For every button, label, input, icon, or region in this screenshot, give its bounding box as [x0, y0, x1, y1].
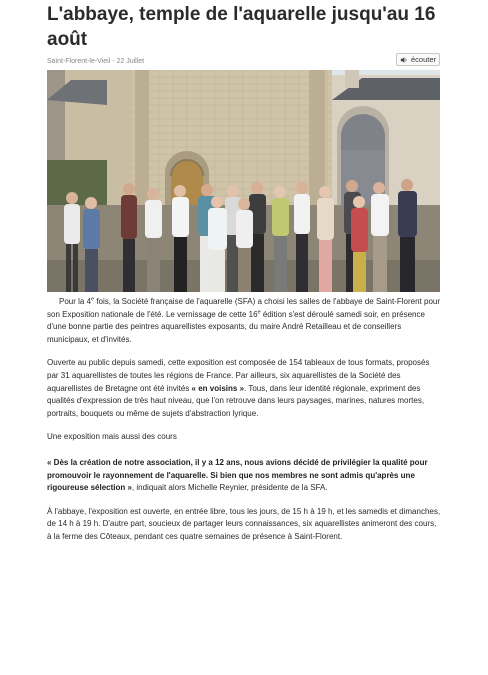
listen-label: écouter [411, 55, 437, 64]
paragraph-3 [47, 457, 442, 495]
p2-text-a: Ouverte au public depuis samedi, cette exposition est composée de 154 tableaux de tous formats, proposés par 31 aquarellistes de toutes les régions de France. Par ailleurs, six aquarellistes de la Société des aquarellistes de Bretagne ont été invités [47, 358, 430, 393]
article-title: L'abbaye, temple de l'aquarelle jusqu'au 16 août [47, 4, 436, 50]
p1-text-c: édition s'est déroulé samedi soir, en présence d'une bonne partie des peintres aquarellistes exposants, du maire André Retailleau et de conseillers municipaux, et d'invités. [47, 309, 425, 344]
paragraph-1 [47, 296, 442, 346]
subheading: Une exposition mais aussi des cours [47, 432, 177, 442]
p3-rest: , indiquait alors Michelle Reynier, présidente de la SFA. [131, 483, 328, 493]
p1-text-b: fois, la Société française de l'aquarelle (SFA) a choisi les salles de l'abbaye de Saint-Florent pour son Exposition nationale de l'été. Le vernissage de cette 16 [47, 297, 440, 319]
speaker-icon [400, 56, 408, 64]
p1-sup-2: e [257, 308, 261, 315]
abbey-group-photo [47, 70, 440, 292]
listen-button[interactable] [396, 53, 440, 66]
paragraph-4: À l'abbaye, l'exposition est ouverte, en entrée libre, tous les jours, de 15 h à 19 h, et les samedis et dimanches, de 14 h à 19 h. D'autre part, soucieux de partager leurs connaissances, six aquarellistes animeront des cours, à la ferme des Côteaux, pendant ces quatre semaines de présence à Saint-Florent. [47, 506, 441, 541]
p2-text-b: . Tous, dans leur identité régionale, expriment des qualités d'expression de très haut niveau, que l'on retrouve dans leurs paysages, marines, natures mortes, portraits, bouquets ou même de sujets d'abstraction lyrique. [47, 383, 425, 418]
p1-text-a: Pour la 4 [59, 297, 92, 306]
p2-bold: « en voisins » [191, 383, 245, 393]
article-meta: Saint-Florent-le-Vieil - 22 Juillet [47, 58, 145, 65]
article-photo [47, 70, 440, 292]
p3-quote: « Dès la création de notre association, il y a 12 ans, nous avions décidé de privilégier la qualité pour promouvoir le rayonnement de l'aquarelle. Si bien que nos membres ne sont admis qu'après une rigoureuse sélection » [47, 457, 428, 493]
paragraph-2 [47, 357, 442, 420]
p1-sup-1: e [91, 296, 95, 303]
article-body [47, 296, 442, 555]
